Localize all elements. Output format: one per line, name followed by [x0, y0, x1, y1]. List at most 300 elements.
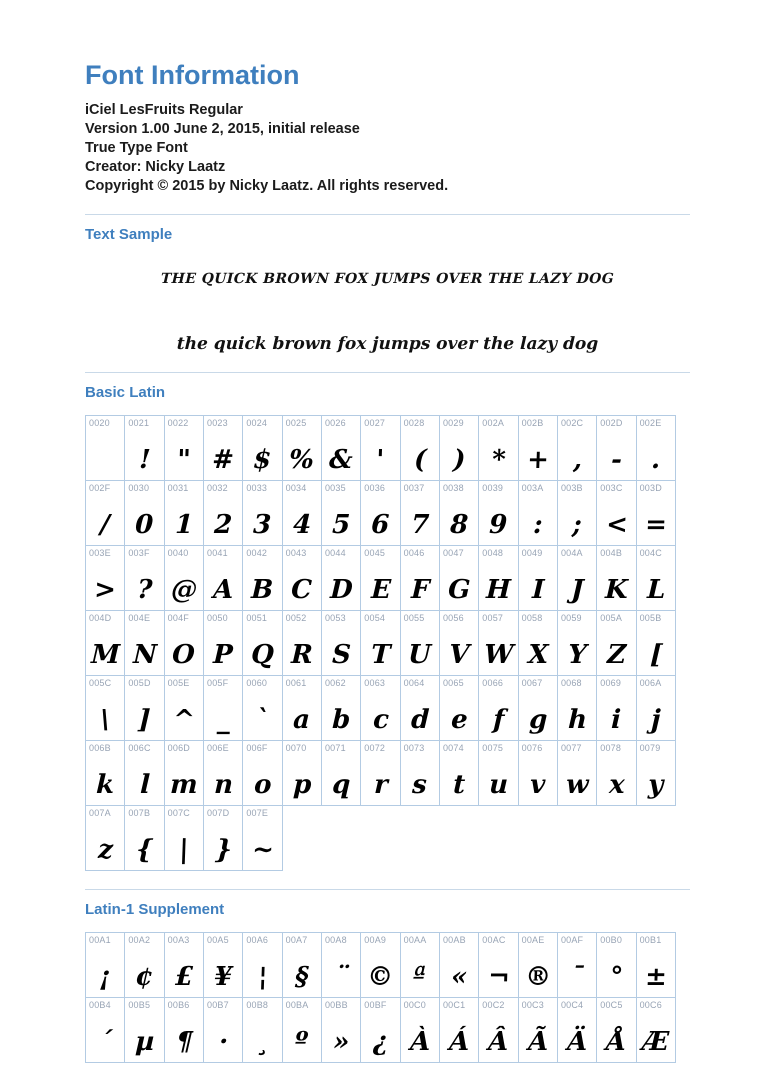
glyph-code-label: 0038 — [442, 483, 464, 493]
glyph-sample-char: i — [611, 705, 623, 735]
glyph-code-label: 0078 — [600, 743, 622, 753]
glyph-sample-char: " — [176, 445, 192, 475]
glyph-cell-0025 — [282, 415, 322, 481]
glyph-code-label: 00BA — [285, 1000, 309, 1010]
glyph-cell-0058 — [518, 610, 558, 676]
glyph-code-label: 0061 — [285, 678, 307, 688]
glyph-code-label: 0058 — [521, 613, 543, 623]
glyph-cell-0033 — [242, 480, 282, 546]
glyph-code-label: 00C2 — [482, 1000, 505, 1010]
glyph-sample-char: ¥ — [213, 962, 233, 992]
glyph-code-label: 0076 — [521, 743, 543, 753]
glyph-code-label: 0071 — [324, 743, 346, 753]
glyph-code-label: 00A5 — [206, 935, 229, 945]
glyph-cell-00A6 — [242, 932, 282, 998]
glyph-cell-002D — [596, 415, 636, 481]
glyph-code-label: 0074 — [442, 743, 464, 753]
glyph-sample-char: l — [139, 770, 151, 800]
glyph-cell-003D — [636, 480, 676, 546]
glyph-row — [85, 675, 690, 741]
glyph-code-label: 0054 — [364, 613, 386, 623]
glyph-sample-char: » — [332, 1027, 350, 1057]
glyph-sample-char: r — [373, 770, 388, 800]
glyph-code-label: 006A — [639, 678, 662, 688]
glyph-code-label: 006D — [167, 743, 190, 753]
glyph-code-label: 00A3 — [167, 935, 190, 945]
glyph-cell-0030 — [124, 480, 164, 546]
glyph-code-label: 0021 — [128, 418, 150, 428]
glyph-cell-00BB — [321, 997, 361, 1063]
glyph-cell-0067 — [518, 675, 558, 741]
glyph-code-label: 007A — [89, 808, 111, 818]
glyph-code-label: 00AE — [521, 935, 545, 945]
glyph-sample-char: F — [410, 575, 430, 605]
glyph-sample-char: { — [135, 835, 154, 865]
glyph-code-label: 00A8 — [324, 935, 347, 945]
glyph-code-label: 00C3 — [521, 1000, 544, 1010]
glyph-cell-004D — [85, 610, 125, 676]
glyph-sample-char: I — [531, 575, 545, 605]
glyph-code-label: 00AF — [560, 935, 584, 945]
glyph-cell-004F — [164, 610, 204, 676]
font-version-line: Version 1.00 June 2, 2015, initial release — [85, 121, 360, 137]
glyph-code-label: 0030 — [128, 483, 150, 493]
glyph-cell-002C — [557, 415, 597, 481]
glyph-code-label: 002A — [482, 418, 505, 428]
glyph-code-label: 003A — [521, 483, 544, 493]
glyph-sample-char: ~ — [251, 835, 275, 865]
glyph-code-label: 00B5 — [128, 1000, 151, 1010]
glyph-sample-char: ¶ — [175, 1027, 193, 1057]
glyph-sample-char: 3 — [253, 510, 273, 540]
glyph-sample-char: ; — [571, 510, 583, 540]
glyph-cell-00AF — [557, 932, 597, 998]
glyph-code-label: 0036 — [364, 483, 386, 493]
glyph-sample-char: Â — [487, 1027, 510, 1057]
glyph-cell-007D — [203, 805, 243, 871]
glyph-cell-00AA — [400, 932, 440, 998]
glyph-sample-char: ¬ — [487, 962, 510, 992]
glyph-cell-0052 — [282, 610, 322, 676]
glyph-sample-char: ¸ — [255, 1027, 270, 1057]
glyph-sample-char: s — [412, 770, 428, 800]
glyph-code-label: 004B — [600, 548, 623, 558]
glyph-sample-char: U — [408, 640, 432, 670]
glyph-sample-char: G — [447, 575, 471, 605]
glyph-code-label: 00B7 — [206, 1000, 229, 1010]
glyph-cell-00A8 — [321, 932, 361, 998]
glyph-sample-char: P — [212, 640, 234, 670]
glyph-sample-char: m — [169, 770, 199, 800]
glyph-cell-0028 — [400, 415, 440, 481]
glyph-cell-0065 — [439, 675, 479, 741]
glyph-sample-char: k — [95, 770, 115, 800]
glyph-sample-char: K — [604, 575, 629, 605]
glyph-cell-00A1 — [85, 932, 125, 998]
glyph-cell-0072 — [360, 740, 400, 806]
glyph-cell-0054 — [360, 610, 400, 676]
glyph-code-label: 00B4 — [89, 1000, 111, 1010]
glyph-cell-005C — [85, 675, 125, 741]
glyph-code-label: 0069 — [600, 678, 622, 688]
glyph-sample-char: · — [218, 1027, 229, 1057]
glyph-sample-char: + — [526, 445, 550, 475]
glyph-cell-00C1 — [439, 997, 479, 1063]
glyph-sample-char: a — [292, 705, 311, 735]
glyph-code-label: 0053 — [324, 613, 346, 623]
glyph-row — [85, 480, 690, 546]
glyph-code-label: 0077 — [560, 743, 582, 753]
glyph-cell-003E — [85, 545, 125, 611]
glyph-sample-char: Ä — [566, 1027, 588, 1057]
glyph-code-label: 0065 — [442, 678, 464, 688]
glyph-code-label: 0062 — [324, 678, 346, 688]
glyph-cell-00AC — [478, 932, 518, 998]
glyph-code-label: 00C4 — [560, 1000, 584, 1010]
glyph-cell-0042 — [242, 545, 282, 611]
glyph-sample-char: ° — [609, 962, 624, 992]
glyph-cell-00A9 — [360, 932, 400, 998]
glyph-code-label: 005F — [206, 678, 229, 688]
glyph-cell-00C6 — [636, 997, 676, 1063]
glyph-cell-0023 — [203, 415, 243, 481]
glyph-code-label: 00AB — [442, 935, 466, 945]
glyph-cell-00A3 — [164, 932, 204, 998]
text-sample-uppercase: THE QUICK BROWN FOX JUMPS OVER THE LAZY DOG — [160, 271, 615, 287]
glyph-sample-char: / — [100, 510, 111, 540]
glyph-sample-char: g — [528, 705, 548, 735]
glyph-sample-char: ¦ — [257, 962, 268, 992]
glyph-sample-char: z — [97, 835, 114, 865]
font-info-block — [85, 101, 690, 196]
glyph-cell-0048 — [478, 545, 518, 611]
glyph-sample-char: § — [294, 962, 310, 992]
glyph-sample-char: S — [331, 640, 352, 670]
glyph-row — [85, 932, 690, 998]
glyph-cell-007C — [164, 805, 204, 871]
glyph-row — [85, 805, 690, 871]
glyph-code-label: 0051 — [246, 613, 268, 623]
glyph-code-label: 0055 — [403, 613, 425, 623]
glyph-cell-007A — [85, 805, 125, 871]
glyph-code-label: 005E — [167, 678, 190, 688]
glyph-code-label: 0035 — [324, 483, 346, 493]
glyph-code-label: 004D — [89, 613, 112, 623]
glyph-code-label: 0028 — [403, 418, 425, 428]
glyph-code-label: 005A — [600, 613, 623, 623]
glyph-code-label: 0060 — [246, 678, 268, 688]
glyph-cell-005A — [596, 610, 636, 676]
glyph-cell-00BA — [282, 997, 322, 1063]
glyph-row — [85, 610, 690, 676]
glyph-sample-char: $ — [253, 445, 273, 475]
glyph-sample-char: % — [289, 445, 315, 475]
glyph-code-label: 004C — [639, 548, 662, 558]
glyph-sample-char: ) — [452, 445, 466, 475]
glyph-cell-004E — [124, 610, 164, 676]
glyph-cell-0059 — [557, 610, 597, 676]
glyph-code-label: 007D — [206, 808, 230, 818]
glyph-sample-char: Æ — [641, 1027, 670, 1057]
glyph-cell-005D — [124, 675, 164, 741]
glyph-code-label: 0025 — [285, 418, 307, 428]
glyph-sample-char: 9 — [488, 510, 509, 540]
glyph-sample-char: x — [608, 770, 625, 800]
glyph-code-label: 00C6 — [639, 1000, 662, 1010]
glyph-code-label: 00B8 — [246, 1000, 269, 1010]
glyph-code-label: 005C — [89, 678, 112, 688]
glyph-table-basic-latin — [85, 415, 690, 871]
glyph-code-label: 0031 — [167, 483, 189, 493]
glyph-cell-0029 — [439, 415, 479, 481]
divider-above-basic-latin — [85, 372, 690, 373]
glyph-cell-0040 — [164, 545, 204, 611]
glyph-cell-006B — [85, 740, 125, 806]
glyph-code-label: 00A9 — [364, 935, 387, 945]
glyph-code-label: 003B — [560, 483, 583, 493]
glyph-cell-004B — [596, 545, 636, 611]
glyph-code-label: 0020 — [89, 418, 110, 428]
glyph-cell-006D — [164, 740, 204, 806]
glyph-sample-char: 8 — [449, 510, 469, 540]
glyph-code-label: 0056 — [442, 613, 464, 623]
glyph-code-label: 0066 — [482, 678, 504, 688]
glyph-sample-char: Z — [606, 640, 627, 670]
glyph-cell-0073 — [400, 740, 440, 806]
glyph-sample-char: [ — [649, 640, 663, 670]
glyph-code-label: 002C — [560, 418, 584, 428]
glyph-cell-0076 — [518, 740, 558, 806]
glyph-cell-00C4 — [557, 997, 597, 1063]
glyph-code-label: 0049 — [521, 548, 543, 558]
glyph-code-label: 0033 — [246, 483, 268, 493]
glyph-sample-char: t — [452, 770, 466, 800]
glyph-code-label: 00B0 — [600, 935, 623, 945]
glyph-cell-006A — [636, 675, 676, 741]
glyph-code-label: 0032 — [206, 483, 228, 493]
font-copyright-line: Copyright © 2015 by Nicky Laatz. All rights reserved. — [85, 178, 449, 194]
section-latin1-supplement — [85, 900, 690, 1063]
glyph-sample-char: O — [172, 640, 196, 670]
document-content — [85, 60, 690, 1063]
glyph-sample-char: ` — [255, 705, 270, 735]
glyph-cell-0049 — [518, 545, 558, 611]
text-sample-lowercase: the quick brown fox jumps over the lazy dog — [176, 334, 599, 354]
glyph-sample-char: } — [214, 835, 233, 865]
glyph-cell-0078 — [596, 740, 636, 806]
glyph-code-label: 007B — [128, 808, 151, 818]
page-title: Font Information — [85, 60, 300, 90]
glyph-code-label: 0037 — [403, 483, 425, 493]
glyph-sample-char: R — [290, 640, 314, 670]
glyph-code-label: 0057 — [482, 613, 504, 623]
glyph-sample-char: Á — [448, 1027, 470, 1057]
glyph-sample-char: ¯ — [570, 962, 585, 992]
glyph-cell-0020 — [85, 415, 125, 481]
font-name-line: iCiel LesFruits Regular — [85, 102, 243, 118]
glyph-code-label: 006F — [246, 743, 268, 753]
glyph-sample-char: ¡ — [99, 962, 112, 992]
glyph-cell-002E — [636, 415, 676, 481]
glyph-cell-0031 — [164, 480, 204, 546]
glyph-cell-0055 — [400, 610, 440, 676]
glyph-sample-char: d — [410, 705, 430, 735]
glyph-cell-00C3 — [518, 997, 558, 1063]
section-basic-latin — [85, 383, 690, 871]
glyph-code-label: 0027 — [364, 418, 386, 428]
glyph-sample-char: \ — [100, 705, 111, 735]
glyph-sample-char: W — [483, 640, 514, 670]
glyph-sample-char: q — [331, 770, 351, 800]
glyph-sample-char: 5 — [331, 510, 351, 540]
glyph-code-label: 0070 — [285, 743, 307, 753]
glyph-sample-char: D — [329, 575, 354, 605]
glyph-sample-char: À — [409, 1027, 431, 1057]
glyph-sample-char: b — [331, 705, 351, 735]
glyph-cell-0069 — [596, 675, 636, 741]
glyph-code-label: 002B — [521, 418, 544, 428]
glyph-cell-004C — [636, 545, 676, 611]
glyph-code-label: 0042 — [246, 548, 268, 558]
glyph-sample-char: ® — [524, 962, 552, 992]
glyph-cell-0021 — [124, 415, 164, 481]
glyph-cell-0057 — [478, 610, 518, 676]
glyph-cell-0068 — [557, 675, 597, 741]
glyph-code-label: 003E — [89, 548, 111, 558]
glyph-sample-char: # — [211, 445, 235, 475]
glyph-sample-char: 0 — [135, 510, 155, 540]
glyph-sample-char: j — [650, 705, 662, 735]
glyph-code-label: 0072 — [364, 743, 386, 753]
glyph-sample-char: ? — [136, 575, 153, 605]
glyph-code-label: 005B — [639, 613, 662, 623]
glyph-cell-0046 — [400, 545, 440, 611]
glyph-sample-char: u — [488, 770, 509, 800]
glyph-code-label: 004A — [560, 548, 583, 558]
glyph-sample-char: Å — [605, 1027, 628, 1057]
glyph-cell-0027 — [360, 415, 400, 481]
glyph-code-label: 0079 — [639, 743, 661, 753]
glyph-code-label: 002E — [639, 418, 662, 428]
glyph-sample-char: n — [213, 770, 234, 800]
glyph-code-label: 0067 — [521, 678, 543, 688]
glyph-sample-char: , — [572, 445, 583, 475]
glyph-sample-char: 1 — [174, 510, 194, 540]
glyph-cell-0079 — [636, 740, 676, 806]
glyph-cell-0024 — [242, 415, 282, 481]
glyph-sample-char: @ — [170, 575, 198, 605]
glyph-sample-char: . — [650, 445, 661, 475]
glyph-row — [85, 415, 690, 481]
glyph-sample-char: C — [291, 575, 313, 605]
glyph-cell-0050 — [203, 610, 243, 676]
glyph-sample-char: 4 — [292, 510, 312, 540]
glyph-table-latin1-supplement — [85, 932, 690, 1063]
glyph-cell-00C2 — [478, 997, 518, 1063]
glyph-cell-0038 — [439, 480, 479, 546]
glyph-cell-0032 — [203, 480, 243, 546]
glyph-sample-char: L — [646, 575, 666, 605]
glyph-cell-007B — [124, 805, 164, 871]
glyph-code-label: 0050 — [206, 613, 228, 623]
glyph-code-label: 0034 — [285, 483, 307, 493]
glyph-sample-char: c — [372, 705, 390, 735]
glyph-sample-char: £ — [174, 962, 194, 992]
glyph-code-label: 00A2 — [128, 935, 151, 945]
glyph-code-label: 00AC — [482, 935, 506, 945]
glyph-cell-0043 — [282, 545, 322, 611]
glyph-sample-char: ' — [376, 445, 386, 475]
glyph-cell-0022 — [164, 415, 204, 481]
glyph-cell-00AE — [518, 932, 558, 998]
glyph-code-label: 006B — [89, 743, 111, 753]
glyph-cell-0066 — [478, 675, 518, 741]
glyph-cell-0064 — [400, 675, 440, 741]
glyph-code-label: 0024 — [246, 418, 268, 428]
glyph-sample-char: : — [532, 510, 544, 540]
glyph-sample-char: Ã — [527, 1027, 549, 1057]
glyph-code-label: 0048 — [482, 548, 504, 558]
glyph-code-label: 0022 — [167, 418, 189, 428]
glyph-cell-0045 — [360, 545, 400, 611]
glyph-row — [85, 997, 690, 1063]
glyph-sample-char: © — [367, 962, 395, 992]
glyph-code-label: 00C1 — [442, 1000, 466, 1010]
glyph-code-label: 005D — [128, 678, 151, 688]
glyph-sample-char: ] — [137, 705, 152, 735]
glyph-sample-char: > — [93, 575, 117, 605]
glyph-cell-0044 — [321, 545, 361, 611]
glyph-cell-00A2 — [124, 932, 164, 998]
glyph-code-label: 0068 — [560, 678, 582, 688]
glyph-code-label: 0029 — [442, 418, 464, 428]
glyph-code-label: 0023 — [206, 418, 228, 428]
glyph-code-label: 00B1 — [639, 935, 662, 945]
glyph-code-label: 0041 — [206, 548, 228, 558]
glyph-cell-00C5 — [596, 997, 636, 1063]
glyph-sample-char: A — [212, 575, 234, 605]
glyph-sample-char: v — [529, 770, 546, 800]
glyph-cell-006C — [124, 740, 164, 806]
glyph-sample-char: Y — [567, 640, 588, 670]
glyph-cell-007E — [242, 805, 282, 871]
glyph-sample-char: T — [370, 640, 391, 670]
glyph-code-label: 003D — [639, 483, 662, 493]
glyph-cell-0039 — [478, 480, 518, 546]
glyph-sample-char: ± — [644, 962, 668, 992]
glyph-cell-00BF — [360, 997, 400, 1063]
glyph-code-label: 0044 — [324, 548, 346, 558]
glyph-code-label: 0046 — [403, 548, 425, 558]
glyph-cell-005B — [636, 610, 676, 676]
glyph-cell-00B1 — [636, 932, 676, 998]
glyph-row — [85, 740, 690, 806]
glyph-cell-0070 — [282, 740, 322, 806]
glyph-cell-0053 — [321, 610, 361, 676]
glyph-sample-char: ¨ — [334, 962, 349, 992]
section-heading-latin1-supplement: Latin-1 Supplement — [85, 901, 225, 918]
glyph-sample-char: H — [485, 575, 512, 605]
glyph-cell-003A — [518, 480, 558, 546]
glyph-code-label: 00B6 — [167, 1000, 190, 1010]
glyph-sample-char: ^ — [172, 705, 196, 735]
glyph-code-label: 00A6 — [246, 935, 269, 945]
glyph-cell-002F — [85, 480, 125, 546]
glyph-code-label: 006C — [128, 743, 151, 753]
glyph-code-label: 00BB — [324, 1000, 348, 1010]
glyph-cell-00C0 — [400, 997, 440, 1063]
glyph-cell-004A — [557, 545, 597, 611]
